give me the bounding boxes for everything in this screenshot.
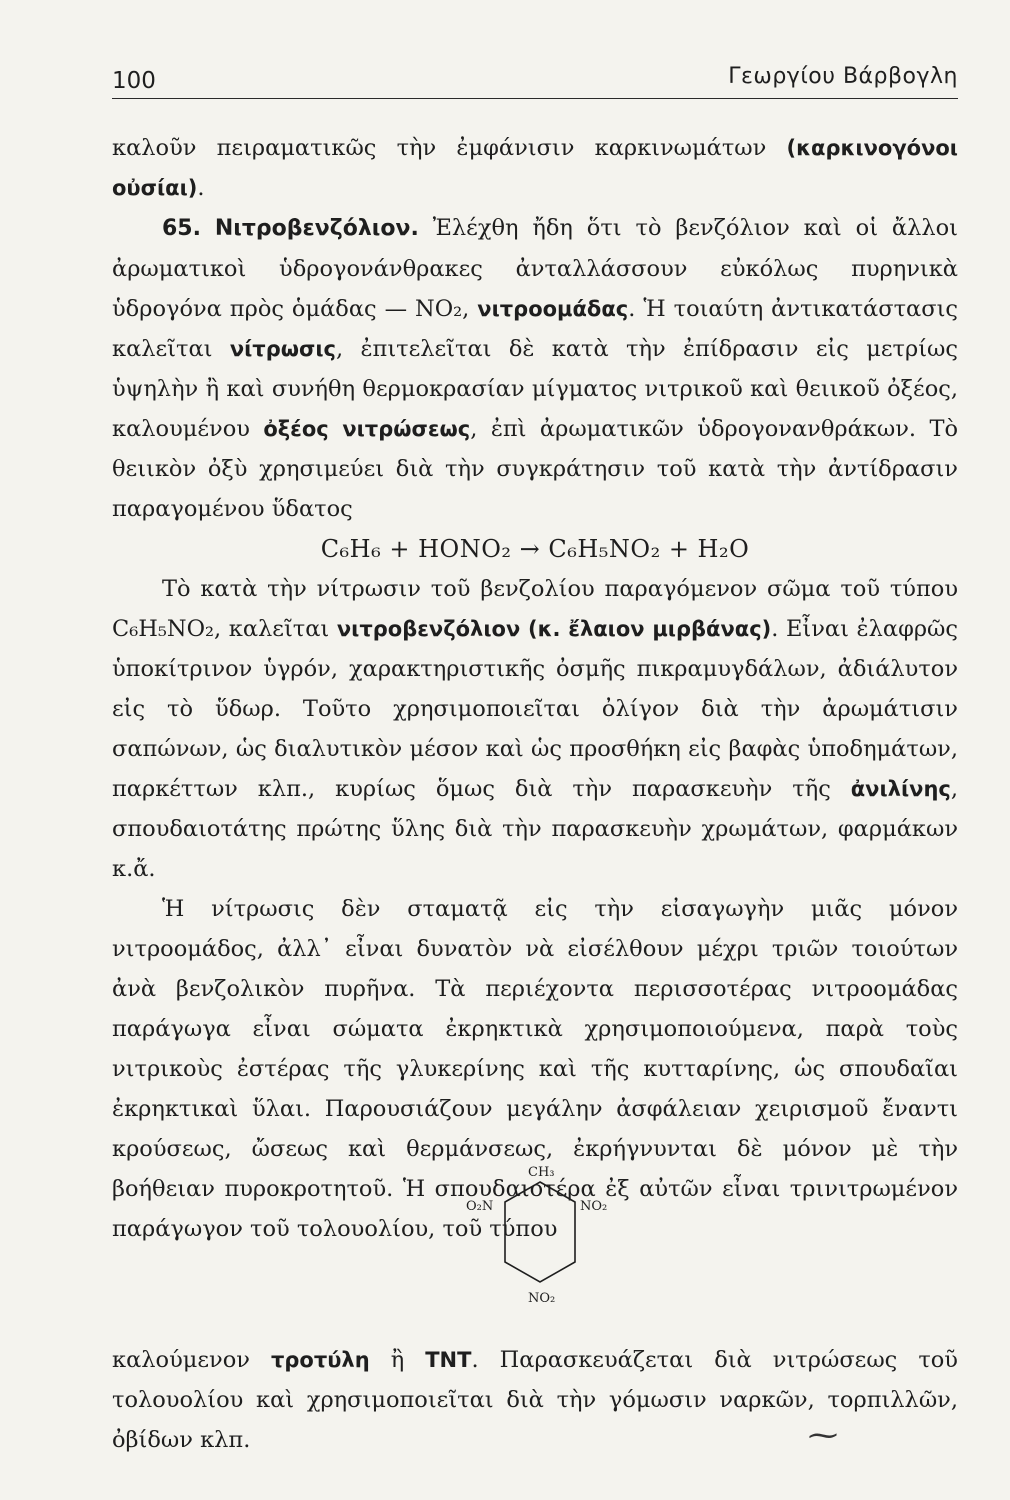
tnt-structure-diagram bbox=[440, 1160, 640, 1310]
section-title: Νιτροβενζόλιον. bbox=[214, 216, 419, 241]
final-text-1: καλούμενον bbox=[112, 1347, 271, 1373]
intro-text: καλοῦν πειραματικῶς τὴν ἐμφάνισιν καρκινωμάτων bbox=[112, 135, 787, 161]
running-head: Γεωργίου Βάρβογλη bbox=[728, 64, 958, 89]
term-trotyl: τροτύλη bbox=[270, 1348, 370, 1372]
substituent-ch3: CH₃ bbox=[528, 1165, 555, 1180]
term-tnt: TNT bbox=[425, 1348, 472, 1372]
intro-paragraph bbox=[112, 128, 958, 208]
nitration-paragraph: Ἡ νίτρωσις δὲν σταματᾷ εἰς τὴν εἰσαγωγὴν μιᾶς μόνον νιτροομάδος, ἀλλ᾽ εἶναι δυνατὸν νὰ εἰσέλθουν μέχρι τριῶν τοιούτων ἀνὰ βενζολικὸν πυρῆνα. Τὰ περιέχοντα περισσοτέρας νιτροομάδας παράγωγα εἶναι σώματα ἐκρηκτικὰ χρησιμοποιούμενα, παρὰ τοὺς νιτρικοὺς ἐστέρας τῆς γλυκερίνης καὶ τῆς κυτταρίνης, ὡς σπουδαῖαι ἐκρηκτικαὶ ὕλαι. Παρουσιάζουν μεγάλην ἀσφάλειαν χειρισμοῦ ἔναντι κρούσεως, ὤσεως καὶ θερμάνσεως, ἐκρήγνυνται δὲ μόνον μὲ τὴν βοήθειαν πυροκροτητοῦ. Ἡ σπουδαιοτέρα ἐξ αὐτῶν εἶναι τρινιτρωμένον παράγωγον τοῦ τολουολίου, τοῦ τύπου bbox=[112, 896, 958, 1242]
substituent-o2n: O₂N bbox=[466, 1199, 494, 1214]
p2-text-2: . Εἶναι ἐλαφρῶς ὑποκίτρινον ὑγρόν, χαρακτηριστικῆς ὀσμῆς πικραμυγδάλων, ἀδιάλυτον εἰς τὸ ὕδωρ. Τοῦτο χρησιμοποιεῖται ὀλίγον διὰ τὴν ἀρωμάτισιν σαπώνων, ὡς διαλυτικὸν μέσον καὶ ὡς προσθήκη εἰς βαφὰς ὑποδημάτων, παρκέττων κλπ., κυρίως ὅμως διὰ τὴν παρασκευὴν τῆς bbox=[112, 616, 958, 802]
final-text-3: . Παρασκευάζεται διὰ νιτρώσεως τοῦ τολουολίου καὶ χρησιμοποιεῖται διὰ τὴν γόμωσιν ναρκῶν, τορπιλλῶν, ὀβίδων κλπ. bbox=[112, 1347, 958, 1453]
term-aniline: ἀνιλίνης bbox=[850, 777, 951, 801]
substituent-no2-bottom: NO₂ bbox=[528, 1291, 556, 1306]
main-text bbox=[112, 128, 958, 1249]
nitrobenzene-paragraph bbox=[112, 569, 958, 889]
p2-text-3: , σπουδαιοτάτης πρώτης ὕλης διὰ τὴν παρασκευὴν χρωμάτων, φαρμάκων κ.ἄ. bbox=[112, 776, 958, 882]
section-text-1: Ἐλέχθη ἤδη ὅτι τὸ βενζόλιον καὶ οἱ ἄλλοι ἀρωματικοὶ ὑδρογονάνθρακες ἀνταλλάσσουν εὐκόλως πυρηνικὰ ὑδρογόνα πρὸς ὁμάδας — NO₂, bbox=[112, 215, 958, 322]
page-number: 100 bbox=[112, 68, 156, 94]
term-nitro-groups: νιτροομάδας bbox=[477, 297, 629, 321]
term-nitrating-acid: ὀξέος νιτρώσεως bbox=[263, 417, 471, 441]
term-nitrobenzene: νιτροβενζόλιον (κ. ἔλαιον μιρβάνας) bbox=[336, 617, 772, 641]
section-text-4: , ἐπὶ ἀρωματικῶν ὑδρογονανθράκων. Τὸ θειικὸν ὀξὺ χρησιμεύει διὰ τὴν συγκράτησιν τοῦ κατὰ τὴν ἀντίδρασιν παραγομένου ὕδατος bbox=[112, 416, 958, 522]
section-text-3: , ἐπιτελεῖται δὲ κατὰ τὴν ἐπίδρασιν εἰς μετρίως ὑψηλὴν ἢ καὶ συνήθη θερμοκρασίαν μίγματος νιτρικοῦ καὶ θειικοῦ ὀξέος, καλουμένου bbox=[112, 336, 958, 442]
page-header bbox=[112, 58, 958, 99]
term-nitration: νίτρωσις bbox=[229, 337, 336, 361]
handwritten-margin-mark: ⁓ bbox=[808, 1418, 838, 1453]
benzene-ring bbox=[505, 1182, 575, 1282]
intro-end: . bbox=[197, 175, 205, 201]
intro-bold-term: (καρκινογόνοι οὐσίαι) bbox=[112, 136, 958, 200]
section-text-2: . Ἡ τοιαύτη ἀντικατάστασις καλεῖται bbox=[112, 296, 959, 362]
reaction-equation: C₆H₆ + HONO₂ → C₆H₅NO₂ + H₂O bbox=[320, 535, 750, 563]
section-65-paragraph bbox=[112, 208, 958, 529]
section-number: 65. bbox=[162, 216, 201, 241]
substituent-no2-right: NO₂ bbox=[580, 1199, 608, 1214]
final-text-2: ἢ bbox=[369, 1347, 426, 1373]
p2-text-1: Τὸ κατὰ τὴν νίτρωσιν τοῦ βενζολίου παραγόμενον σῶμα τοῦ τύπου C₆H₅NO₂, καλεῖται bbox=[112, 576, 958, 642]
